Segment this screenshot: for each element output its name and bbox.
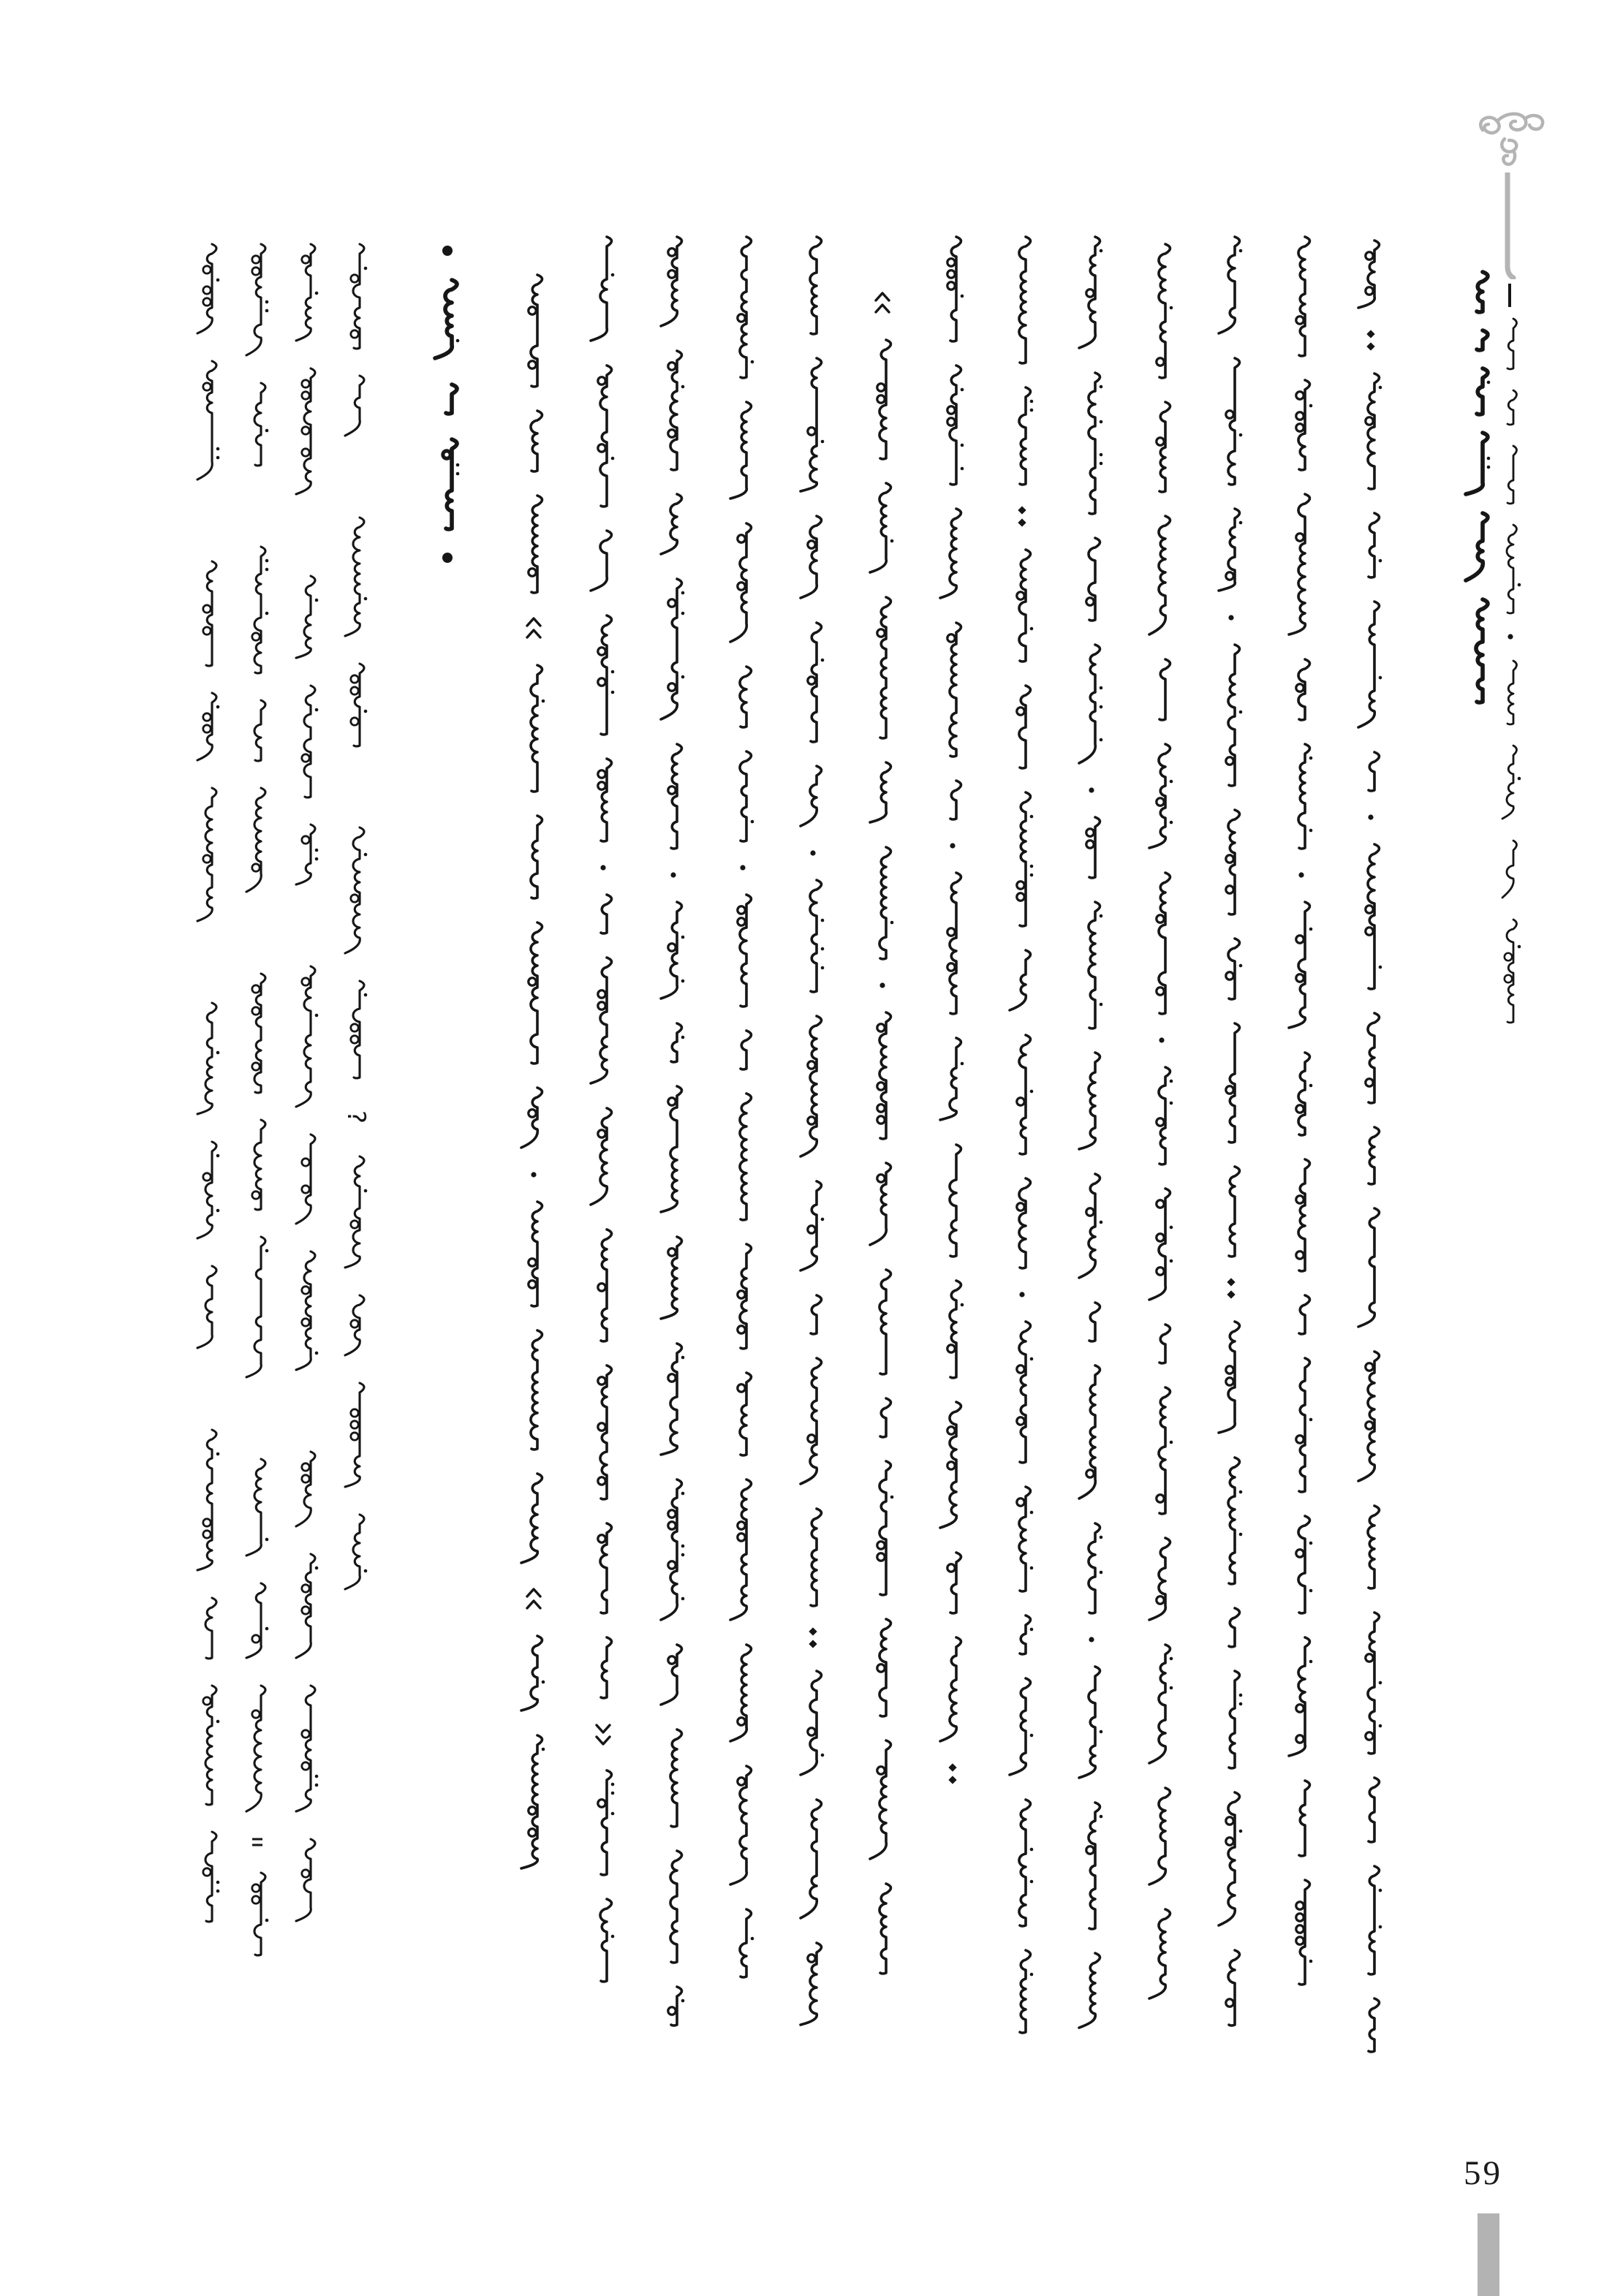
body-text-column-10 xyxy=(727,234,759,1979)
body-text-column-11 xyxy=(657,234,689,2028)
close-quote-chevrons-icon xyxy=(587,1719,619,1748)
verse-gap-icon xyxy=(292,519,322,551)
verse-gap-icon xyxy=(243,917,272,949)
colon-dots-icon xyxy=(1006,506,1038,528)
verse-gap-icon xyxy=(292,909,322,941)
colon-dots-icon xyxy=(1215,1278,1247,1300)
comma-dot-icon xyxy=(727,863,759,873)
comma-dot-icon xyxy=(587,863,619,873)
comma-dot-icon xyxy=(1355,812,1387,822)
verse-gap-icon xyxy=(292,1395,322,1427)
verse-gap-icon xyxy=(194,1373,223,1405)
body-text-column-13 xyxy=(518,272,550,1871)
verse-text-column-4 xyxy=(194,241,223,1924)
open-quote-chevrons-icon xyxy=(518,614,550,643)
colon-dots-icon xyxy=(1355,330,1387,352)
comma-dot-icon xyxy=(657,870,689,880)
verse-gap-icon xyxy=(194,504,223,537)
verse-text-column-1 xyxy=(341,241,371,1592)
verse-gap-icon xyxy=(243,490,272,522)
body-text-column-8 xyxy=(866,289,898,1976)
article-title-column xyxy=(1461,269,1495,705)
bullet-dot-icon xyxy=(431,245,464,257)
header-dash xyxy=(1508,284,1511,307)
article-subtitle-column xyxy=(1499,316,1521,1025)
question-mark-icon xyxy=(341,1102,371,1132)
page-number: 59 xyxy=(1464,2154,1502,2192)
comma-dot-icon xyxy=(1215,613,1247,623)
colon-dots-icon xyxy=(797,1627,829,1649)
flourish-icon xyxy=(1472,110,1553,183)
body-text-column-5 xyxy=(1075,234,1108,2031)
body-text-column-1 xyxy=(1355,238,1387,2054)
nirugu-ticks-icon xyxy=(243,1836,272,1848)
page-edge-bar xyxy=(1478,2213,1499,2296)
bullet-dot-icon xyxy=(431,552,464,564)
verse-gap-icon xyxy=(341,770,371,803)
body-text-column-12 xyxy=(587,234,619,1984)
header-divider-line xyxy=(1497,173,1519,279)
comma-dot-icon xyxy=(1006,1289,1038,1300)
section-heading-column xyxy=(431,245,464,564)
verse-text-column-2 xyxy=(292,241,322,1924)
body-text-column-6 xyxy=(1006,234,1038,2035)
body-text-column-7 xyxy=(937,234,969,1785)
full-stop-dots-icon xyxy=(937,1763,969,1785)
verse-gap-icon xyxy=(341,461,371,493)
body-text-column-9 xyxy=(797,234,829,2028)
verse-gap-icon xyxy=(243,1402,272,1434)
comma-dot-icon xyxy=(937,841,969,851)
question-mark-glyph: ? xyxy=(341,1110,371,1124)
body-text-column-3 xyxy=(1215,234,1247,2028)
verse-text-column-3 xyxy=(243,241,272,1958)
comma-dot-icon xyxy=(518,1170,550,1180)
open-quote-chevrons-icon xyxy=(518,1585,550,1614)
comma-dot-icon xyxy=(1075,1634,1108,1645)
comma-dot-icon xyxy=(1146,1035,1178,1045)
comma-dot-icon xyxy=(1285,870,1317,880)
comma-dot-icon xyxy=(1499,632,1521,642)
open-quote-chevrons-icon xyxy=(866,289,898,318)
body-text-column-2 xyxy=(1285,234,1317,1987)
body-text-column-4 xyxy=(1146,241,1178,2001)
verse-gap-icon xyxy=(194,946,223,978)
comma-dot-icon xyxy=(797,848,829,858)
comma-dot-icon xyxy=(866,980,898,990)
comma-dot-icon xyxy=(1075,785,1108,795)
